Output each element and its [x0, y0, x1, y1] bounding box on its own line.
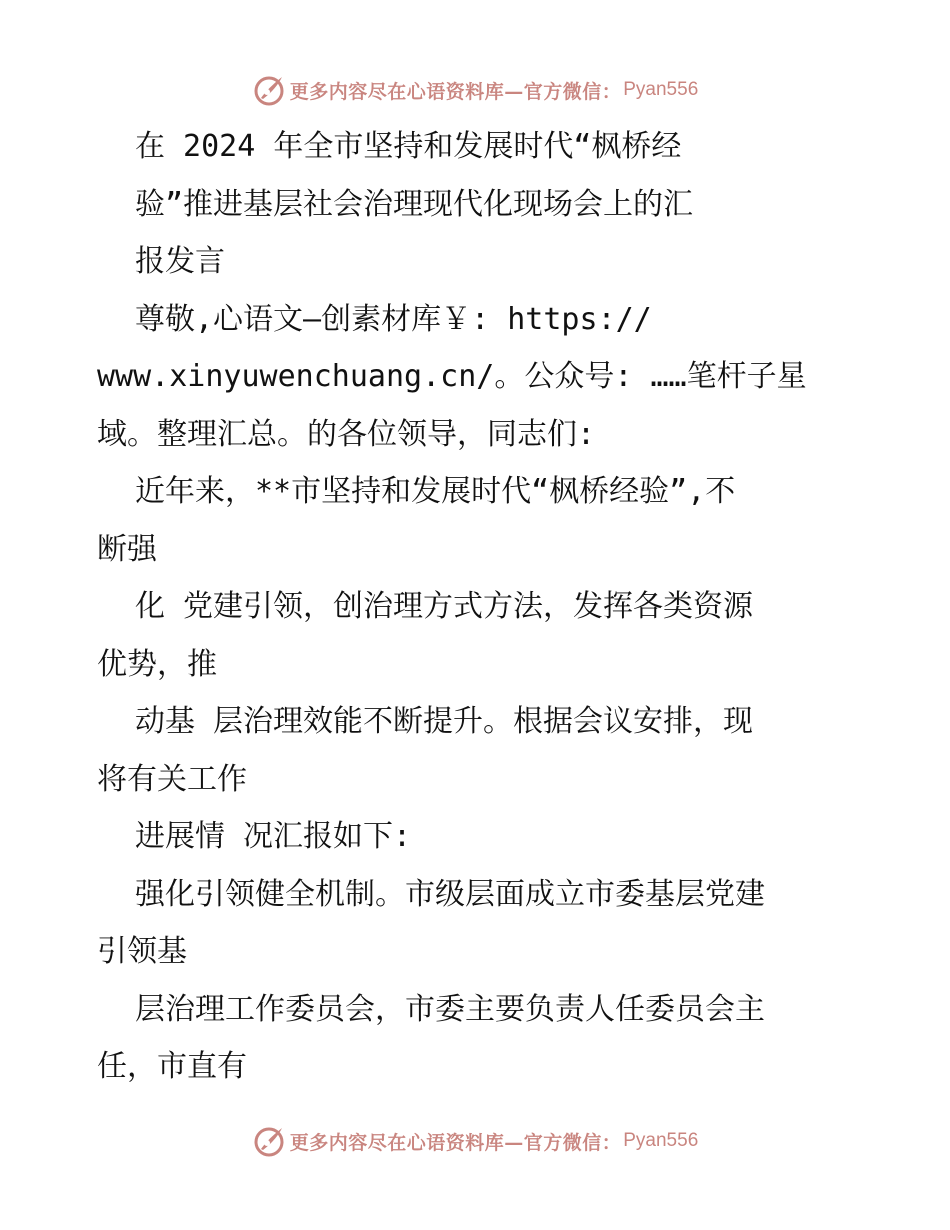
text-line: 强化引领健全机制。市级层面成立市委基层党建 — [135, 876, 765, 912]
watermark-id: Pyan556 — [623, 79, 699, 100]
text-line: 动基 层治理效能不断提升。根据会议安排，现 — [135, 704, 754, 739]
text-line: 报发言 — [135, 244, 225, 279]
text-line: 引领基 — [97, 934, 187, 969]
watermark-text: 更多内容尽在心语资料库—官方微信： — [289, 1131, 622, 1154]
text-line: www.xinyuwenchuang.cn/。公众号: ……笔杆子星 — [97, 359, 807, 394]
text-line: 优势，推 — [97, 646, 217, 682]
text-line: 尊敬,心语文—创素材库￥: https:// — [135, 301, 652, 337]
quill-logo-icon — [252, 73, 286, 107]
quill-logo-icon — [252, 1124, 286, 1158]
text-line: 化 党建引领，创治理方式方法，发挥各类资源 — [135, 589, 754, 624]
text-line: 层治理工作委员会，市委主要负责人任委员会主 — [135, 991, 765, 1027]
footer-watermark — [0, 1121, 950, 1161]
text-line: 将有关工作 — [97, 761, 247, 797]
watermark-id: Pyan556 — [623, 1130, 699, 1151]
text-line: 进展情 况汇报如下: — [135, 819, 412, 854]
watermark-text: 更多内容尽在心语资料库—官方微信： — [289, 80, 622, 103]
text-line: 断强 — [97, 531, 157, 567]
text-line: 在 2024 年全市坚持和发展时代“枫桥经 — [135, 129, 682, 164]
text-line: 验”推进基层社会治理现代化现场会上的汇 — [135, 186, 694, 222]
text-line: 域。整理汇总。的各位领导，同志们: — [97, 416, 596, 452]
text-line: 近年来，**市坚持和发展时代“枫桥经验”,不 — [135, 474, 736, 509]
text-line: 任，市直有 — [97, 1049, 247, 1084]
document-body — [97, 118, 867, 1096]
header-watermark — [0, 70, 950, 110]
